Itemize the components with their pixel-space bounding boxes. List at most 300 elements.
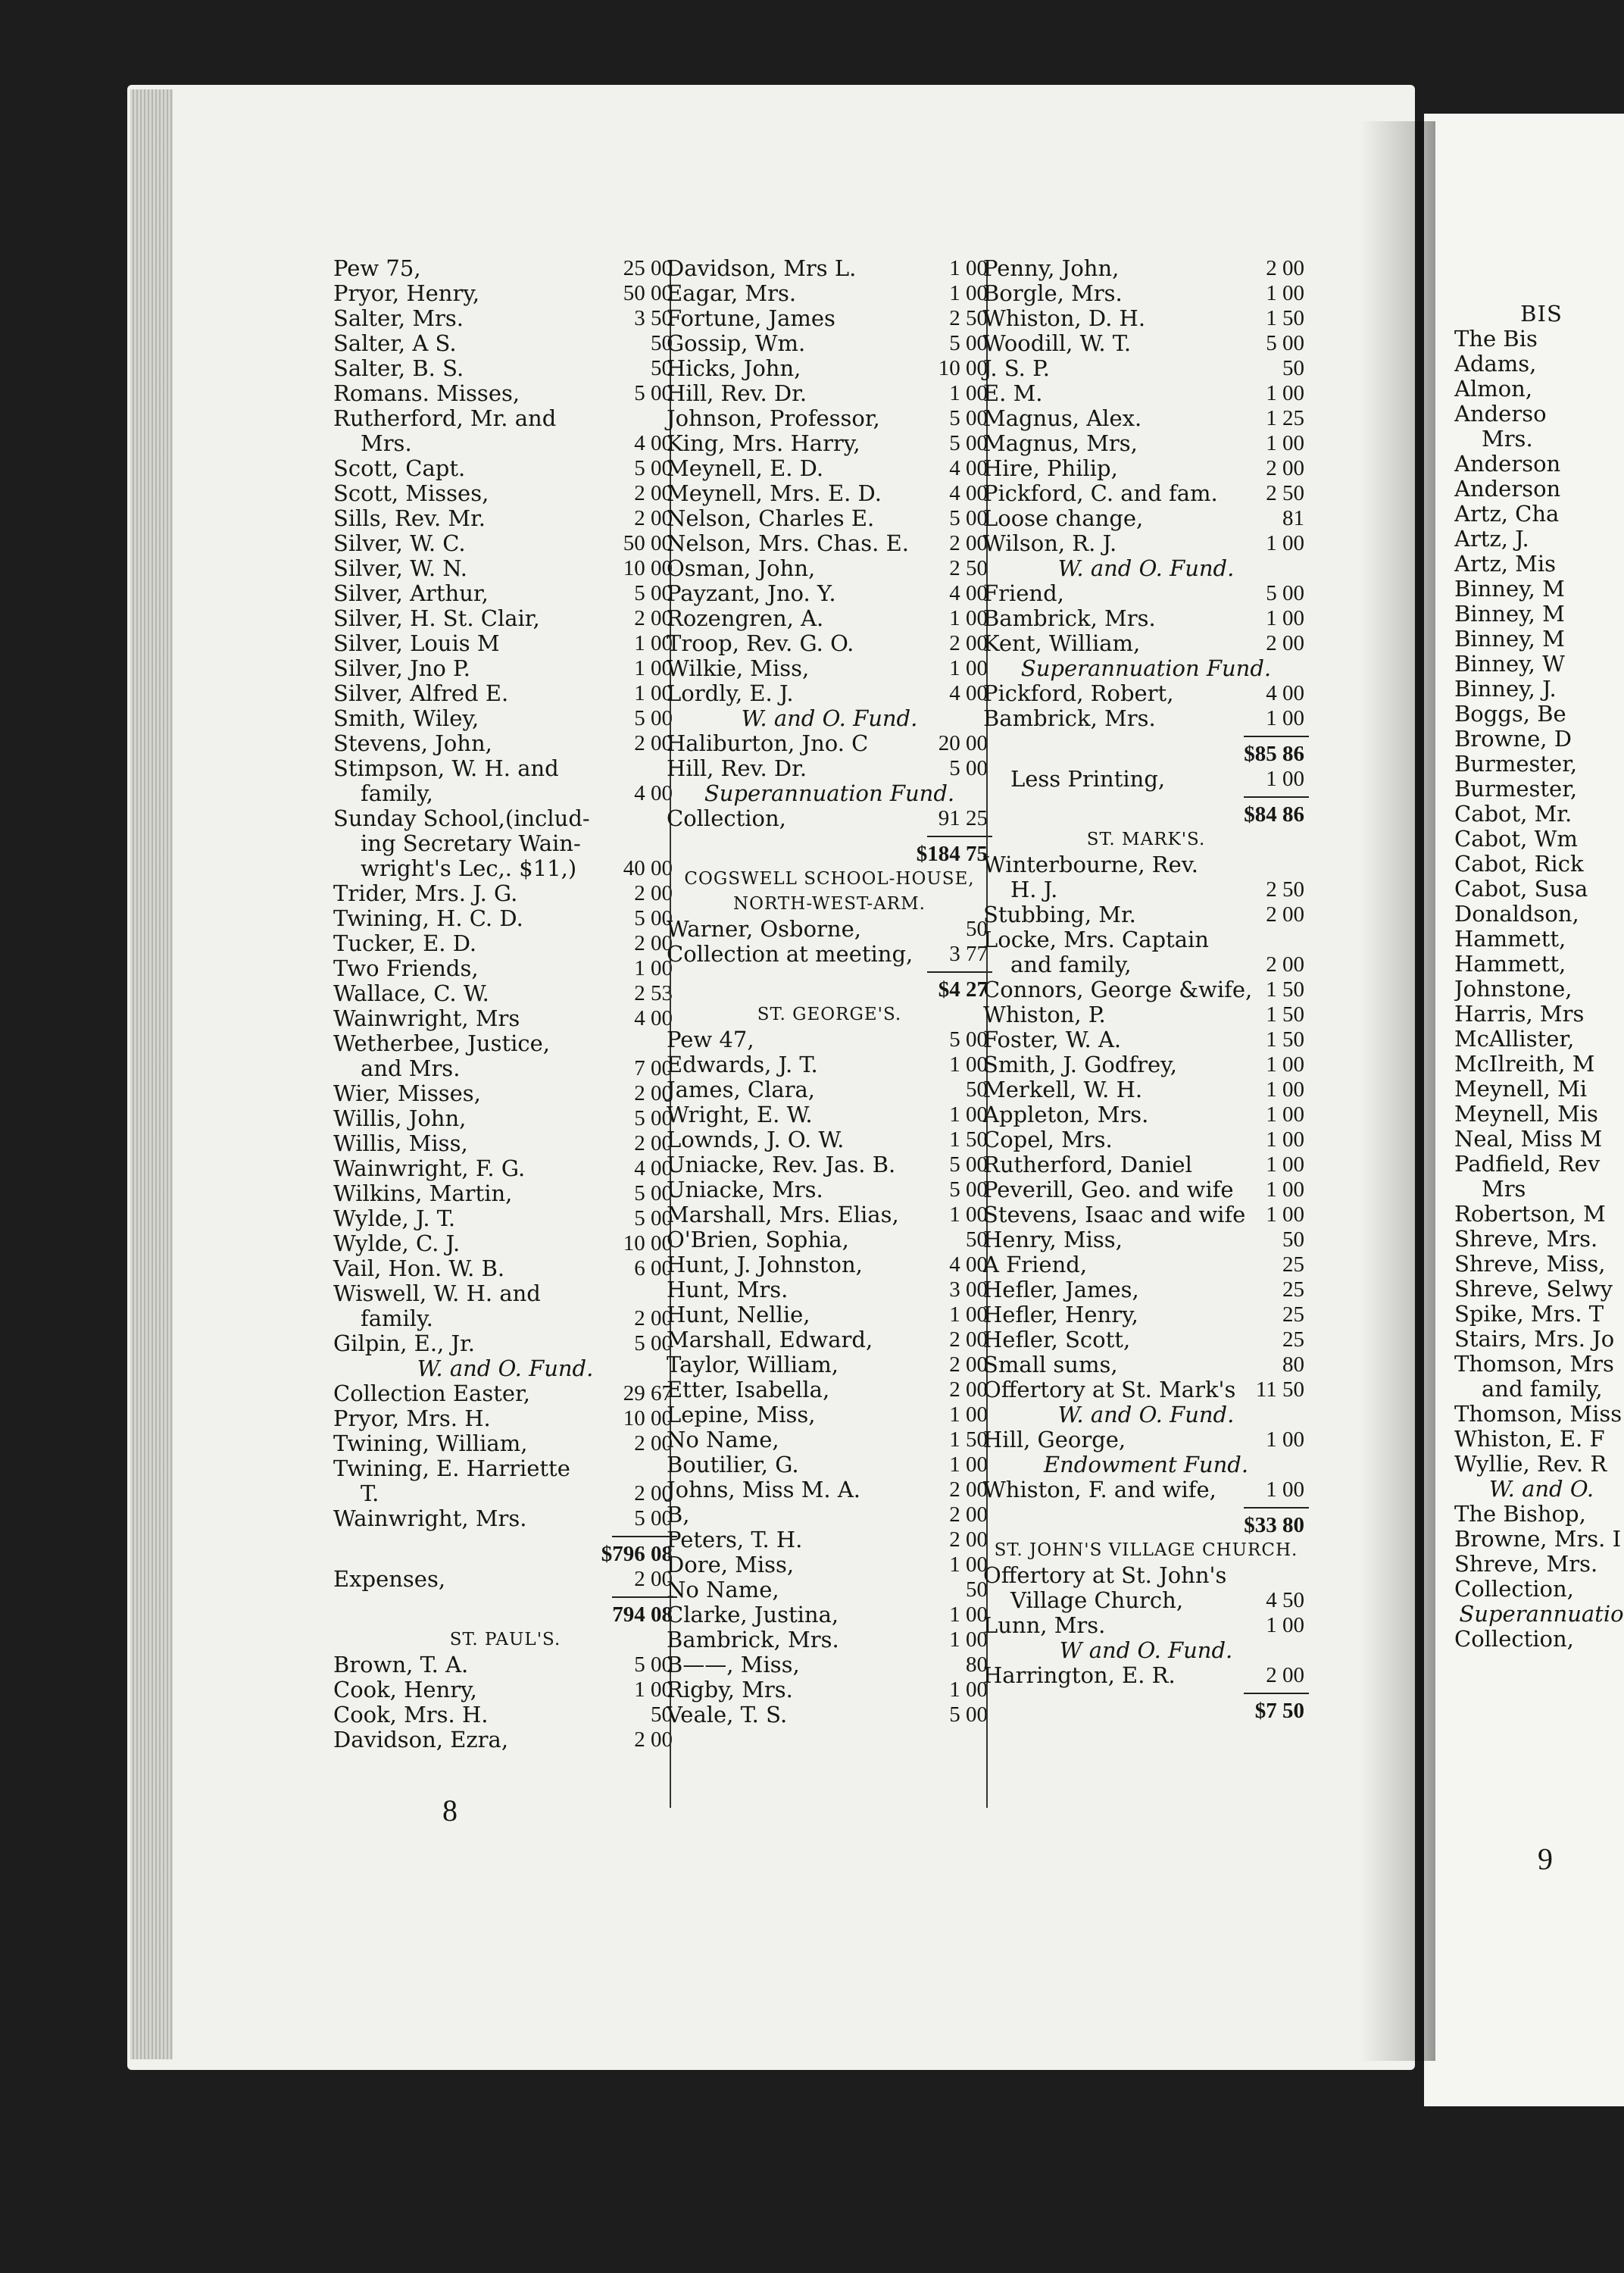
ledger-entry xyxy=(333,281,677,306)
entry-amount: 1 00 xyxy=(1266,531,1304,555)
ledger-entry xyxy=(667,256,992,281)
page-number-right: 9 xyxy=(1538,1842,1553,1876)
ledger-entry xyxy=(333,1481,677,1506)
entry-name: Peverill, Geo. and wife xyxy=(983,1177,1234,1202)
entry-amount: 1 00 xyxy=(949,1677,988,1702)
entry-amount: 6 00 xyxy=(634,1256,673,1280)
ledger-entry xyxy=(667,506,992,531)
ledger-entry xyxy=(983,381,1309,406)
entry-name: Foster, W. A. xyxy=(983,1027,1122,1052)
entry-name: Offertory at St. Mark's xyxy=(983,1377,1236,1402)
ledger-entry xyxy=(333,306,677,331)
ledger-entry xyxy=(667,1677,992,1702)
entry-amount: 5 00 xyxy=(634,1652,673,1677)
entry-amount: 1 00 xyxy=(1266,1102,1304,1127)
ledger-entry xyxy=(1454,1102,1624,1127)
entry-name: Appleton, Mrs. xyxy=(983,1102,1149,1127)
ledger-entry xyxy=(333,331,677,356)
entry-amount: 2 00 xyxy=(1266,256,1304,280)
ledger-entry xyxy=(1454,1552,1624,1577)
entry-amount: 81 xyxy=(1282,506,1304,530)
entry-name: Loose change, xyxy=(983,505,1144,531)
entry-amount: 4 00 xyxy=(634,1006,673,1030)
entry-name: Binney, J. xyxy=(1454,676,1557,702)
ledger-entry xyxy=(983,1699,1309,1724)
entry-name: Pryor, Mrs. H. xyxy=(333,1405,491,1431)
entry-name: Browne, D xyxy=(1454,726,1572,752)
entry-name: Wylde, J. T. xyxy=(333,1205,456,1231)
entry-name: Lordly, E. J. xyxy=(667,680,794,706)
ledger-entry xyxy=(1454,952,1624,977)
ledger-entry xyxy=(667,1152,992,1177)
entry-amount: 1 00 xyxy=(1266,1152,1304,1177)
ledger-entry xyxy=(1454,852,1624,877)
entry-amount: 5 00 xyxy=(949,506,988,530)
entry-name: Burmester, xyxy=(1454,751,1578,777)
ledger-entry xyxy=(333,606,677,631)
entry-amount: 4 00 xyxy=(949,581,988,605)
entry-amount: 5 00 xyxy=(949,1152,988,1177)
ledger-entry xyxy=(983,902,1309,927)
entry-amount: 5 00 xyxy=(634,1506,673,1530)
entry-name: No Name, xyxy=(667,1427,779,1452)
entry-name: Binney, M xyxy=(1454,601,1565,627)
ledger-entry xyxy=(1454,652,1624,677)
entry-name: Clarke, Justina, xyxy=(667,1602,839,1627)
ledger-entry xyxy=(333,856,677,881)
entry-name: Donaldson, xyxy=(1454,901,1579,927)
entry-name: Gilpin, E., Jr. xyxy=(333,1330,476,1356)
ledger-entry xyxy=(1454,1327,1624,1352)
entry-amount: 5 00 xyxy=(634,381,673,405)
entry-amount: 2 00 xyxy=(634,606,673,630)
entry-amount: 1 00 xyxy=(1266,1052,1304,1077)
entry-name: King, Mrs. Harry, xyxy=(667,430,860,456)
entry-name: Hunt, Mrs. xyxy=(667,1277,789,1302)
entry-name: Hefler, James, xyxy=(983,1277,1139,1302)
entry-name: Silver, Jno P. xyxy=(333,655,470,681)
entry-name: Vail, Hon. W. B. xyxy=(333,1255,505,1281)
entry-name: Tucker, E. D. xyxy=(333,930,477,956)
entry-amount: 2 00 xyxy=(949,631,988,655)
ledger-entry xyxy=(1454,1202,1624,1227)
entry-amount: 1 50 xyxy=(949,1427,988,1452)
entry-amount: 4 00 xyxy=(634,781,673,805)
entry-name: Silver, W. C. xyxy=(333,530,466,556)
entry-amount: 50 xyxy=(966,1577,988,1602)
ledger-entry xyxy=(333,1206,677,1231)
entry-name: Boutilier, G. xyxy=(667,1452,799,1477)
ledger-entry xyxy=(667,1502,992,1527)
ledger-entry xyxy=(1454,602,1624,627)
entry-name: Stairs, Mrs. Jo xyxy=(1454,1326,1615,1352)
entry-name: Twining, E. Harriette xyxy=(333,1455,570,1481)
entry-name: Wallace, C. W. xyxy=(333,980,489,1006)
entry-name: Cabot, Rick xyxy=(1454,851,1584,877)
ledger-entry xyxy=(333,556,677,581)
entry-name: Pickford, C. and fam. xyxy=(983,480,1218,506)
section-heading: NORTH-WEST-ARM. xyxy=(733,894,926,914)
entry-name: Cabot, Mr. xyxy=(1454,801,1572,827)
entry-amount: 1 00 xyxy=(949,1402,988,1427)
entry-name: Wilkins, Martin, xyxy=(333,1180,513,1206)
ledger-entry xyxy=(667,1652,992,1677)
entry-name: Uniacke, Rev. Jas. B. xyxy=(667,1152,896,1177)
ledger-entry xyxy=(667,1202,992,1227)
section-heading: ST. MARK'S. xyxy=(1086,830,1206,849)
entry-amount: 2 50 xyxy=(1266,481,1304,505)
ledger-entry xyxy=(667,531,992,556)
ledger-entry xyxy=(1454,402,1624,427)
ledger-entry xyxy=(667,1452,992,1477)
entry-name: Hill, Rev. Dr. xyxy=(667,755,807,781)
ledger-entry xyxy=(983,1202,1309,1227)
entry-name: family, xyxy=(361,780,433,806)
ledger-entry xyxy=(983,1102,1309,1127)
fund-heading: Endowment Fund. xyxy=(1043,1452,1249,1477)
ledger-entry xyxy=(333,1702,677,1727)
entry-name: Trider, Mrs. J. G. xyxy=(333,880,518,906)
ledger-entry xyxy=(667,1402,992,1427)
ledger-entry xyxy=(667,1702,992,1727)
ledger-entry xyxy=(983,306,1309,331)
entry-amount: 1 00 xyxy=(949,1602,988,1627)
ledger-entry xyxy=(983,431,1309,456)
entry-name: Nelson, Mrs. Chas. E. xyxy=(667,530,910,556)
entry-amount: 2 00 xyxy=(634,481,673,505)
entry-name: Cabot, Susa xyxy=(1454,876,1588,902)
ledger-entry xyxy=(1454,1052,1624,1077)
entry-amount: 2 00 xyxy=(634,1481,673,1505)
entry-name: Rutherford, Daniel xyxy=(983,1152,1192,1177)
ledger-entry xyxy=(333,1131,677,1156)
ledger-entry xyxy=(333,681,677,706)
entry-name: Artz, J. xyxy=(1454,526,1529,552)
entry-name: Peters, T. H. xyxy=(667,1527,803,1552)
ledger-entry xyxy=(1454,1577,1624,1602)
entry-amount: 1 00 xyxy=(634,1677,673,1702)
entry-name: Cabot, Wm xyxy=(1454,826,1578,852)
entry-name: The Bis xyxy=(1454,326,1538,352)
entry-name: E. M. xyxy=(983,380,1043,406)
ledger-entry xyxy=(983,1563,1309,1588)
entry-name: Merkell, W. H. xyxy=(983,1077,1143,1102)
entry-name: J. S. P. xyxy=(983,355,1050,381)
ledger-entry xyxy=(983,1252,1309,1277)
ledger-entry xyxy=(667,842,992,867)
ledger-entry xyxy=(983,1377,1309,1402)
ledger-entry xyxy=(333,1381,677,1406)
entry-amount: 1 00 xyxy=(1266,1127,1304,1152)
entry-amount: 1 00 xyxy=(949,1452,988,1477)
ledger-entry xyxy=(983,706,1309,731)
section-heading: COGSWELL SCHOOL-HOUSE, xyxy=(684,869,975,889)
entry-name: Hefler, Henry, xyxy=(983,1302,1138,1327)
entry-name: Two Friends, xyxy=(333,955,479,981)
entry-name: Twining, H. C. D. xyxy=(333,905,523,931)
ledger-entry xyxy=(1454,927,1624,952)
entry-amount: 2 00 xyxy=(949,1527,988,1552)
entry-name: Edwards, J. T. xyxy=(667,1052,818,1077)
ledger-entry xyxy=(667,1277,992,1302)
entry-amount: 3 00 xyxy=(949,1277,988,1302)
fund-heading: Superannuation Fund. xyxy=(704,780,955,806)
ledger-entry xyxy=(983,952,1309,977)
entry-amount: 2 50 xyxy=(1266,877,1304,902)
fund-heading: W. and O. Fund. xyxy=(1057,1402,1235,1427)
entry-name: O'Brien, Sophia, xyxy=(667,1227,849,1252)
entry-amount: 25 xyxy=(1282,1252,1304,1277)
ledger-entry xyxy=(667,806,992,831)
entry-amount: 1 50 xyxy=(1266,977,1304,1002)
ledger-entry xyxy=(983,256,1309,281)
ledger-entry xyxy=(983,531,1309,556)
total-rule xyxy=(983,731,1309,742)
entry-name: Cook, Mrs. H. xyxy=(333,1702,489,1727)
entry-amount: 50 00 xyxy=(623,281,673,305)
entry-amount: 50 xyxy=(651,1702,673,1727)
entry-amount: 5 00 xyxy=(634,1106,673,1130)
fund-heading: Superannuation Fund. xyxy=(1020,655,1272,681)
ledger-entry xyxy=(333,931,677,956)
entry-name: Willis, Miss, xyxy=(333,1130,468,1156)
ledger-entry xyxy=(333,1256,677,1281)
entry-amount: 80 xyxy=(1282,1352,1304,1377)
entry-amount: 50 xyxy=(966,1227,988,1252)
ledger-entry xyxy=(333,1306,677,1331)
ledger-entry xyxy=(983,977,1309,1002)
ledger-entry xyxy=(1454,702,1624,727)
ledger-entry xyxy=(667,1302,992,1327)
ledger-entry xyxy=(983,1227,1309,1252)
ledger-entry xyxy=(333,1542,677,1567)
entry-name: Hicks, John, xyxy=(667,355,801,381)
entry-name: Salter, Mrs. xyxy=(333,305,464,331)
ledger-entry xyxy=(333,1431,677,1456)
entry-name: and family, xyxy=(1482,1376,1603,1402)
entry-name: wright's Lec,. $11,) xyxy=(361,855,577,881)
entry-name: Anderso xyxy=(1454,401,1547,427)
entry-amount: $796 08 xyxy=(601,1542,673,1566)
entry-amount: 2 00 xyxy=(1266,456,1304,480)
entry-name: Shreve, Mrs. xyxy=(1454,1226,1598,1252)
entry-name: Wainwright, F. G. xyxy=(333,1155,526,1181)
entry-amount: 2 50 xyxy=(949,306,988,330)
ledger-entry xyxy=(983,1077,1309,1102)
entry-amount: 1 00 xyxy=(1266,1202,1304,1227)
entry-amount: 1 00 xyxy=(1266,606,1304,630)
entry-amount: 25 xyxy=(1282,1327,1304,1352)
right-page-column xyxy=(1454,302,1624,1652)
entry-name: Thomson, Miss xyxy=(1454,1401,1622,1427)
ledger-entry xyxy=(333,656,677,681)
entry-amount: 80 xyxy=(966,1652,988,1677)
book-gutter xyxy=(1360,121,1435,2061)
ledger-entry xyxy=(667,1252,992,1277)
fund-heading: W. and O. Fund. xyxy=(417,1355,594,1381)
entry-name: and family, xyxy=(1010,952,1132,977)
entry-amount: 10 00 xyxy=(623,556,673,580)
entry-name: Friend, xyxy=(983,580,1064,606)
entry-amount: 1 00 xyxy=(949,1552,988,1577)
entry-amount: 5 00 xyxy=(949,756,988,780)
entry-amount: 50 xyxy=(1282,356,1304,380)
entry-name: Copel, Mrs. xyxy=(983,1127,1113,1152)
entry-amount: 2 00 xyxy=(634,731,673,755)
entry-name: Brown, T. A. xyxy=(333,1652,469,1677)
entry-name: Lepine, Miss, xyxy=(667,1402,816,1427)
entry-name: Wilson, R. J. xyxy=(983,530,1117,556)
ledger-entry xyxy=(1454,877,1624,902)
entry-amount: 1 00 xyxy=(1266,281,1304,305)
entry-name: Anderson xyxy=(1454,476,1561,502)
ledger-entry xyxy=(1454,627,1624,652)
entry-amount: 2 00 xyxy=(1266,1663,1304,1687)
entry-amount: $184 75 xyxy=(916,842,988,866)
ledger-entry xyxy=(667,1577,992,1602)
ledger-entry xyxy=(983,1513,1309,1538)
entry-name: Stevens, John, xyxy=(333,730,492,756)
ledger-entry xyxy=(1454,427,1624,452)
entry-name: Robertson, M xyxy=(1454,1201,1606,1227)
ledger-entry xyxy=(667,731,992,756)
ledger-entry xyxy=(667,1027,992,1052)
entry-name: Troop, Rev. G. O. xyxy=(667,630,854,656)
entry-amount: 2 00 xyxy=(1266,952,1304,977)
entry-name: Veale, T. S. xyxy=(667,1702,788,1727)
entry-amount: 1 00 xyxy=(1266,706,1304,730)
ledger-entry xyxy=(667,1527,992,1552)
ledger-entry xyxy=(333,481,677,506)
entry-amount: 3 77 xyxy=(949,942,988,966)
ledger-entry xyxy=(333,1406,677,1431)
entry-amount: 50 00 xyxy=(623,531,673,555)
entry-name: Whiston, D. H. xyxy=(983,305,1146,331)
fund-heading: W and O. Fund. xyxy=(1059,1637,1233,1663)
ledger-entry xyxy=(667,977,992,1002)
ledger-entry xyxy=(983,1127,1309,1152)
ledger-entry xyxy=(983,1327,1309,1352)
entry-amount: 2 00 xyxy=(949,1477,988,1502)
ledger-entry xyxy=(333,1506,677,1531)
total-rule xyxy=(983,792,1309,802)
ledger-entry xyxy=(1454,1527,1624,1552)
entry-name: Marshall, Mrs. Elias, xyxy=(667,1202,899,1227)
entry-amount: 5 00 xyxy=(634,1181,673,1205)
page-number-left: 8 xyxy=(442,1793,458,1827)
ledger-entry xyxy=(1454,677,1624,702)
entry-amount: 5 00 xyxy=(1266,581,1304,605)
entry-amount: 1 00 xyxy=(1266,1477,1304,1502)
entry-amount: 50 xyxy=(1282,1227,1304,1252)
entry-amount: 1 50 xyxy=(1266,306,1304,330)
entry-amount: 1 00 xyxy=(634,681,673,705)
entry-amount: 5 00 xyxy=(634,456,673,480)
entry-amount: 5 00 xyxy=(949,331,988,355)
entry-amount: 4 00 xyxy=(949,1252,988,1277)
entry-name: Lownds, J. O. W. xyxy=(667,1127,845,1152)
entry-amount: 1 25 xyxy=(1266,406,1304,430)
entry-name: Wier, Misses, xyxy=(333,1080,481,1106)
entry-name: Stubbing, Mr. xyxy=(983,902,1136,927)
entry-name: Silver, W. N. xyxy=(333,555,467,581)
entry-amount: 20 00 xyxy=(938,731,988,755)
ledger-entry xyxy=(1454,1502,1624,1527)
entry-name: A Friend, xyxy=(983,1252,1088,1277)
entry-name: Wainwright, Mrs xyxy=(333,1005,520,1031)
entry-amount: 2 00 xyxy=(949,1327,988,1352)
entry-amount: 1 00 xyxy=(949,381,988,405)
entry-name: Binney, M xyxy=(1454,576,1565,602)
entry-amount: 1 00 xyxy=(949,1052,988,1077)
entry-amount: 1 00 xyxy=(949,281,988,305)
ledger-entry xyxy=(333,381,677,406)
entry-name: Harrington, E. R. xyxy=(983,1662,1176,1688)
entry-name: Eagar, Mrs. xyxy=(667,280,797,306)
ledger-entry xyxy=(1454,452,1624,477)
ledger-entry xyxy=(667,456,992,481)
entry-name: Scott, Capt. xyxy=(333,455,466,481)
entry-amount: 2 00 xyxy=(949,531,988,555)
entry-amount: 2 00 xyxy=(634,881,673,905)
fund-heading: W. and O. Fund. xyxy=(1057,555,1235,581)
entry-name: Davidson, Mrs L. xyxy=(667,255,857,281)
entry-name: Collection, xyxy=(1454,1626,1574,1652)
entry-amount: 2 00 xyxy=(634,1131,673,1155)
entry-name: ing Secretary Wain- xyxy=(361,830,581,856)
section-heading: ST. GEORGE'S. xyxy=(757,1005,902,1024)
ledger-entry xyxy=(667,1627,992,1652)
entry-amount: 2 00 xyxy=(634,506,673,530)
ledger-entry xyxy=(983,331,1309,356)
entry-amount: 1 00 xyxy=(949,1302,988,1327)
ledger-entry xyxy=(667,1102,992,1127)
ledger-entry xyxy=(1454,502,1624,527)
entry-name: Mrs. xyxy=(361,430,412,456)
total-rule xyxy=(333,1592,677,1602)
ledger-entry xyxy=(983,1302,1309,1327)
entry-name: and Mrs. xyxy=(361,1055,461,1081)
entry-name: Marshall, Edward, xyxy=(667,1327,873,1352)
ledger-entry xyxy=(333,1081,677,1106)
entry-name: Whiston, P. xyxy=(983,1002,1106,1027)
ledger-entry xyxy=(333,1281,677,1306)
entry-name: Harris, Mrs xyxy=(1454,1001,1585,1027)
ledger-entry xyxy=(983,1277,1309,1302)
ledger-entry xyxy=(667,1177,992,1202)
ledger-entry xyxy=(983,1477,1309,1502)
ledger-entry xyxy=(983,877,1309,902)
entry-name: Collection at meeting, xyxy=(667,941,914,967)
entry-amount: 1 50 xyxy=(1266,1002,1304,1027)
ledger-entry xyxy=(333,1056,677,1081)
ledger-entry xyxy=(1454,827,1624,852)
entry-amount: 4 00 xyxy=(949,481,988,505)
entry-amount: 10 00 xyxy=(623,1406,673,1430)
ledger-column-3 xyxy=(983,256,1309,1724)
ledger-entry xyxy=(983,356,1309,381)
entry-name: Winterbourne, Rev. xyxy=(983,852,1198,877)
ledger-entry xyxy=(983,802,1309,827)
ledger-entry xyxy=(333,631,677,656)
entry-amount: 5 00 xyxy=(949,1702,988,1727)
entry-name: Magnus, Alex. xyxy=(983,405,1142,431)
ledger-entry xyxy=(1454,1252,1624,1277)
entry-name: Browne, Mrs. I xyxy=(1454,1526,1622,1552)
ledger-entry xyxy=(333,981,677,1006)
entry-amount: 2 00 xyxy=(1266,631,1304,655)
entry-name: Sills, Rev. Mr. xyxy=(333,505,486,531)
